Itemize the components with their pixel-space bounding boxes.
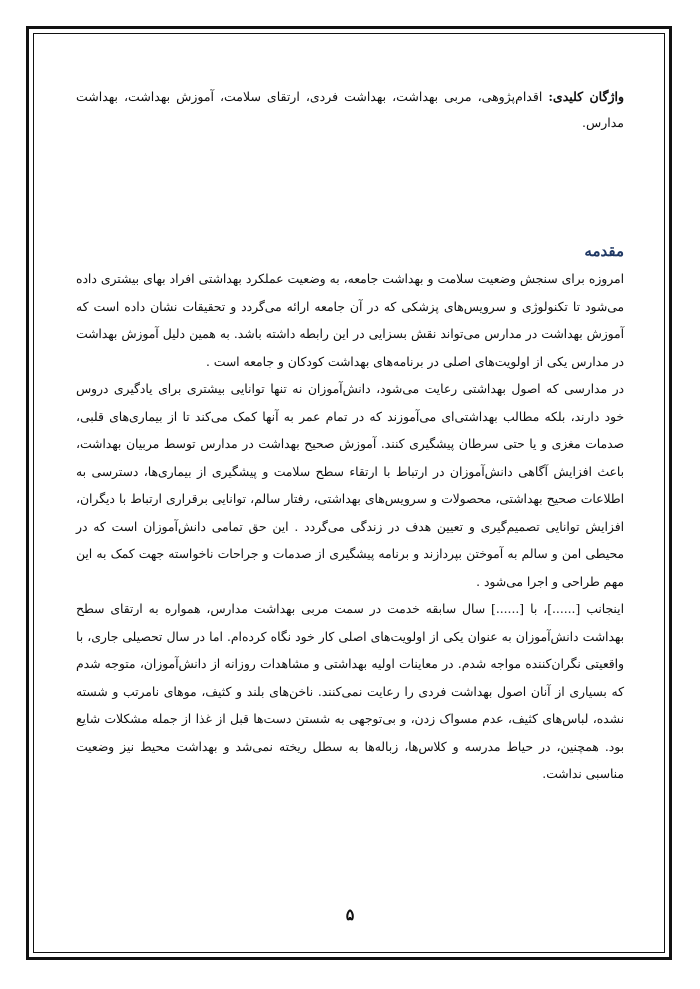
keywords-text: اقدام‌پژوهی، مربی بهداشت، بهداشت فردی، ارتقای سلامت، آموزش بهداشت، بهداشت مدارس. xyxy=(76,89,624,130)
page-number: ۵ xyxy=(345,905,355,924)
keywords-label: واژگان کلیدی: xyxy=(548,89,624,104)
paragraph-2: در مدارسی که اصول بهداشتی رعایت می‌شود، دانش‌آموزان نه تنها توانایی بیشتری برای یادگیری دروس خود دارند، بلکه مطالب بهداشتی‌ای می‌آموزند که در تمام عمر به آنها کمک می‌کند تا از بیماری‌های قلبی، صدمات مغزی و یا حتی سرطان پیشگیری کنند. آموزش صحیح بهداشت در مدارس توسط مربیان بهداشت، باعث افزایش آگاهی دانش‌آموزان در ارتباط با ارتقاء سطح سلامت و پیشگیری از بیماری‌ها، دسترسی به اطلاعات صحیح بهداشتی، محصولات و سرویس‌های بهداشتی، رفتار سالم، توانایی برقراری ارتباط با دیگران، افزایش توانایی تصمیم‌گیری و تعیین هدف در زندگی می‌گردد . این حق تمامی دانش‌آموزان است که در محیطی امن و سالم به آموختن بپردازند و برنامه پیشگیری از صدمات و جراحات ناخواسته جهت کمک به این مهم طراحی و اجرا می‌شود . xyxy=(76,382,624,589)
keywords-line xyxy=(76,84,624,136)
section-heading: مقدمه xyxy=(584,242,624,260)
paragraph-1: امروزه برای سنجش وضعیت سلامت و بهداشت جامعه، به وضعیت عملکرد بهداشتی افراد بهای بیشتری داده می‌شود تا تکنولوژی و سرویس‌های پزشکی که در آن جامعه ارائه می‌گردد و تحقیقات نشان داده است که آموزش بهداشت در مدارس می‌تواند نقش بسزایی در این رابطه داشته باشد. به همین دلیل آموزش بهداشت در مدارس یکی از اولویت‌های اصلی در برنامه‌های بهداشت کودکان و جامعه است . xyxy=(76,272,624,369)
document-body xyxy=(76,84,624,789)
paragraph-3: اینجانب [......]، با [......] سال سابقه خدمت در سمت مربی بهداشت مدارس، همواره به ارتقای سطح بهداشت دانش‌آموزان به عنوان یکی از اولویت‌های اصلی کار خود نگاه کرده‌ام. اما در سال تحصیلی جاری، با واقعیتی نگران‌کننده مواجه شدم. در معاینات اولیه بهداشتی و مشاهدات روزانه از دانش‌آموزان، متوجه شدم که بسیاری از آنان اصول بهداشت فردی را رعایت نمی‌کنند. ناخن‌های بلند و کثیف، موهای نامرتب و شسته نشده، لباس‌های کثیف، عدم مسواک زدن، و بی‌توجهی به شستن دست‌ها قبل از غذا از جمله مشکلات شایع بود. همچنین، در حیاط مدرسه و کلاس‌ها، زباله‌ها به سطل ریخته نمی‌شد و بهداشت محیط نیز وضعیت مناسبی نداشت. xyxy=(76,602,624,781)
